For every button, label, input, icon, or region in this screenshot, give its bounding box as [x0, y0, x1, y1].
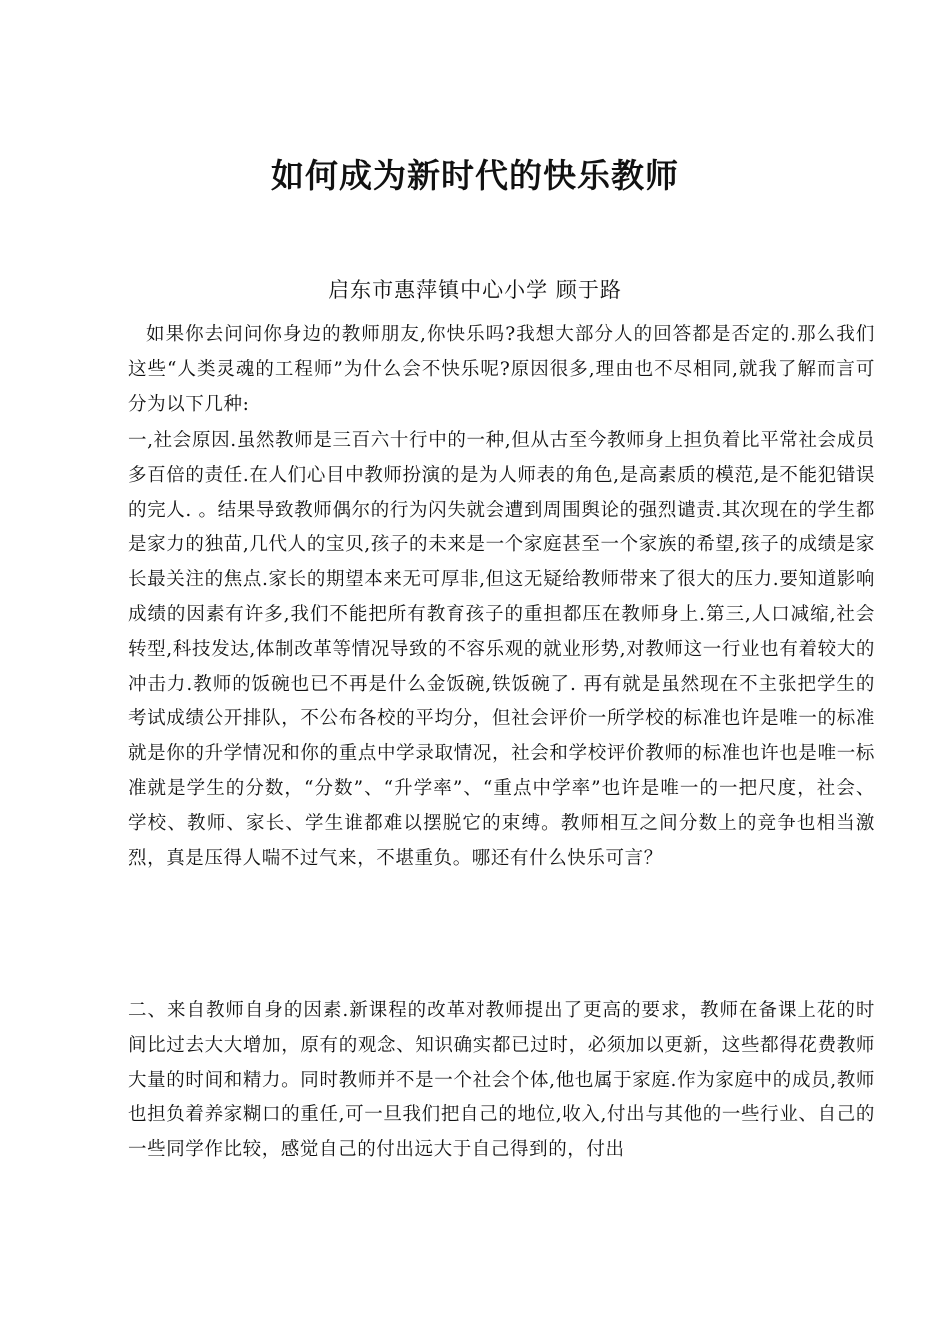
paragraph-social-reasons: 一,社会原因.虽然教师是三百六十行中的一种,但从古至今教师身上担负着比平常社会成员多百倍的责任.在人们心目中教师扮演的是为人师表的角色,是高素质的模范,是不能犯错误的完人. 。结果导致教师偶尔的行为闪失就会遭到周围舆论的强烈谴责.其次现在的学生都是家力的独苗,几代人的宝贝,孩子的未来是一个家庭甚至一个家族的希望,孩子的成绩是家长最关注的焦点.家长的期望本来无可厚非,但这无疑给教师带来了很大的压力.要知道影响成绩的因素有许多,我们不能把所有教育孩子的重担都压在教师身上.第三,人口减缩,社会转型,科技发达,体制改革等情况导致的不容乐观的就业形势,对教师这一行业也有着较大的冲击力.教师的饭碗也已不再是什么金饭碗,铁饭碗了. 再有就是虽然现在不主张把学生的考试成绩公开排队，不公布各校的平均分，但社会评价一所学校的标准也许是唯一的标准就是你的升学情况和你的重点中学录取情况，社会和学校评价教师的标准也许也是唯一标准就是学生的分数，“分数”、“升学率”、“重点中学率”也许是唯一的一把尺度，社会、学校、教师、家长、学生谁都难以摆脱它的束缚。教师相互之间分数上的竞争也相当激烈，真是压得人喘不过气来，不堪重负。哪还有什么快乐可言？	[128, 430, 875, 869]
author-byline: 启东市惠萍镇中心小学 顾于路	[328, 278, 622, 302]
paragraph-intro: 如果你去问问你身边的教师朋友,你快乐吗?我想大部分人的回答都是否定的.那么我们这些“人类灵魂的工程师”为什么会不快乐呢?原因很多,理由也不尽相同,就我了解而言可分为以下几种:	[128, 324, 875, 415]
paragraph-teacher-factors: 二、来自教师自身的因素.新课程的改革对教师提出了更高的要求，教师在备课上花的时间比过去大大增加，原有的观念、知识确实都已过时，必须加以更新，这些都得花费教师大量的时间和精力。同时教师并不是一个社会个体,他也属于家庭.作为家庭中的成员,教师也担负着养家糊口的重任,可一旦我们把自己的地位,收入,付出与其他的一些行业、自己的一些同学作比较，感觉自己的付出远大于自己得到的，付出	[128, 1000, 875, 1161]
document-title: 如何成为新时代的快乐教师	[271, 156, 679, 195]
